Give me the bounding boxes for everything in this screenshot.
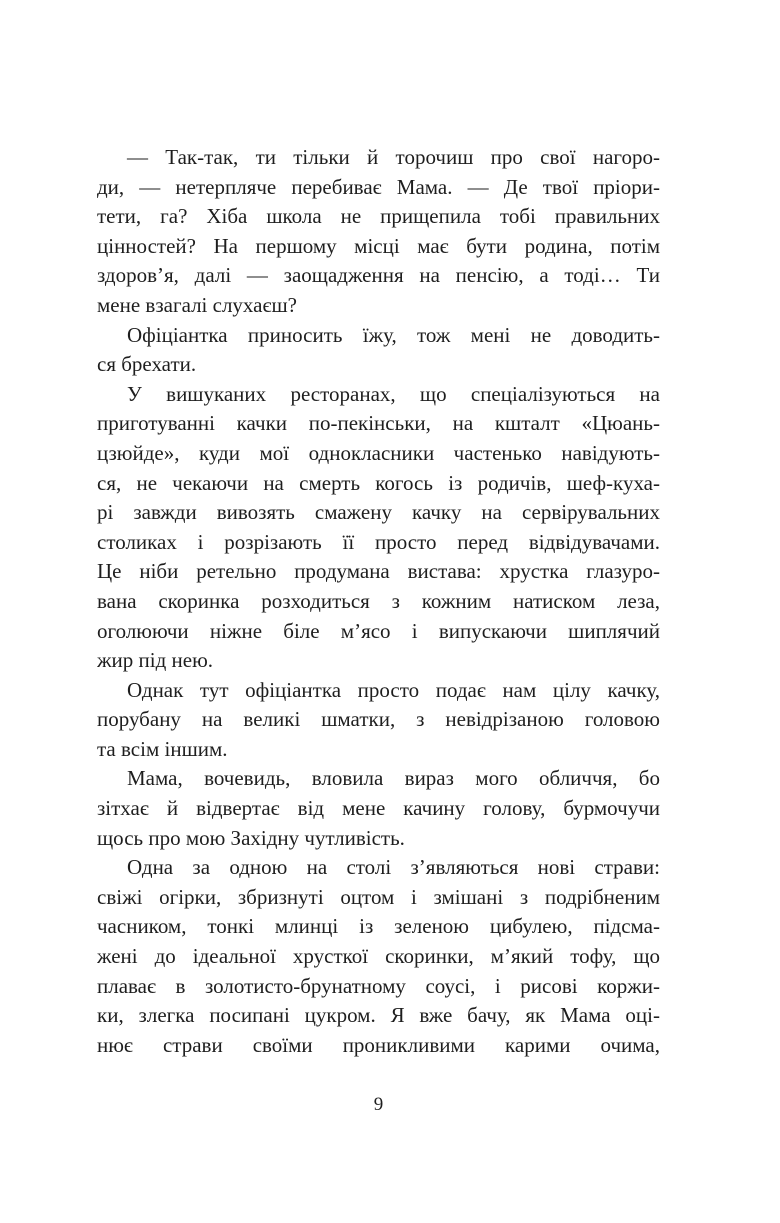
text-line: ки, злегка посипані цукром. Я вже бачу, як Мама оці- — [97, 1003, 660, 1028]
text-line: оголюючи ніжне біле м’ясо і випускаючи шиплячий — [97, 618, 660, 643]
text-line: щось про мою Західну чутливість. — [97, 825, 405, 850]
text-line: вана скоринка розходиться з кожним натиском леза, — [97, 588, 660, 613]
text-line: Офіціантка приносить їжу, тож мені не доводить- — [127, 322, 660, 347]
paragraph — [97, 321, 660, 380]
text-line: свіжі огірки, збризнуті оцтом і змішані з подрібненим — [97, 884, 660, 909]
page-number: 9 — [373, 1094, 384, 1115]
text-line: цзюйде», куди мої однокласники частенько навідують- — [97, 440, 660, 465]
text-line: ди, — нетерпляче перебиває Мама. — Де твої пріори- — [97, 174, 660, 199]
text-line: жені до ідеальної хрусткої скоринки, м’який тофу, що — [97, 944, 660, 969]
text-line: — Так-так, ти тільки й торочиш про свої нагоро- — [127, 145, 660, 169]
text-line: У вишуканих ресторанах, що спеціалізуються на — [127, 381, 660, 406]
text-line: зітхає й відвертає від мене качину голову, бурмочучи — [97, 796, 660, 821]
text-line: мене взагалі слухаєш? — [97, 292, 297, 317]
paragraph — [97, 676, 660, 765]
paragraph — [97, 853, 660, 1060]
paragraph — [97, 380, 660, 676]
text-line: Однак тут офіціантка просто подає нам цілу качку, — [127, 677, 660, 702]
text-line: нює страви своїми проникливими карими очима, — [97, 1032, 660, 1057]
text-line: тети, га? Хіба школа не прищепила тобі правильних — [97, 204, 660, 229]
paragraph — [97, 143, 660, 321]
text-line: рі завжди вивозять смажену качку на сервірувальних — [97, 500, 660, 525]
text-line: здоров’я, далі — заощадження на пенсію, а тоді… Ти — [97, 263, 660, 288]
page-text — [97, 143, 660, 1060]
text-line: часником, тонкі млинці із зеленою цибулею, підсма- — [97, 914, 660, 939]
paragraph — [97, 764, 660, 853]
text-line: жир під нею. — [97, 648, 214, 673]
text-line: та всім іншим. — [97, 736, 228, 761]
text-line: порубану на великі шматки, з невідрізаною головою — [97, 707, 660, 732]
text-line: приготуванні качки по-пекінськи, на кшталт «Цюань- — [97, 411, 660, 436]
text-line: столиках і розрізають її просто перед відвідувачами. — [97, 529, 660, 554]
text-line: ся, не чекаючи на смерть когось із родичів, шеф-куха- — [97, 470, 660, 495]
text-line: Одна за одною на столі з’являються нові страви: — [127, 855, 660, 880]
text-line: Це ніби ретельно продумана вистава: хрустка глазуро- — [97, 559, 660, 584]
text-line: Мама, вочевидь, вловила вираз мого обличчя, бо — [127, 766, 660, 791]
text-line: ся брехати. — [97, 352, 197, 377]
text-line: цінностей? На першому місці має бути родина, потім — [97, 233, 660, 258]
text-line: плаває в золотисто-брунатному соусі, і рисові коржи- — [97, 973, 660, 998]
